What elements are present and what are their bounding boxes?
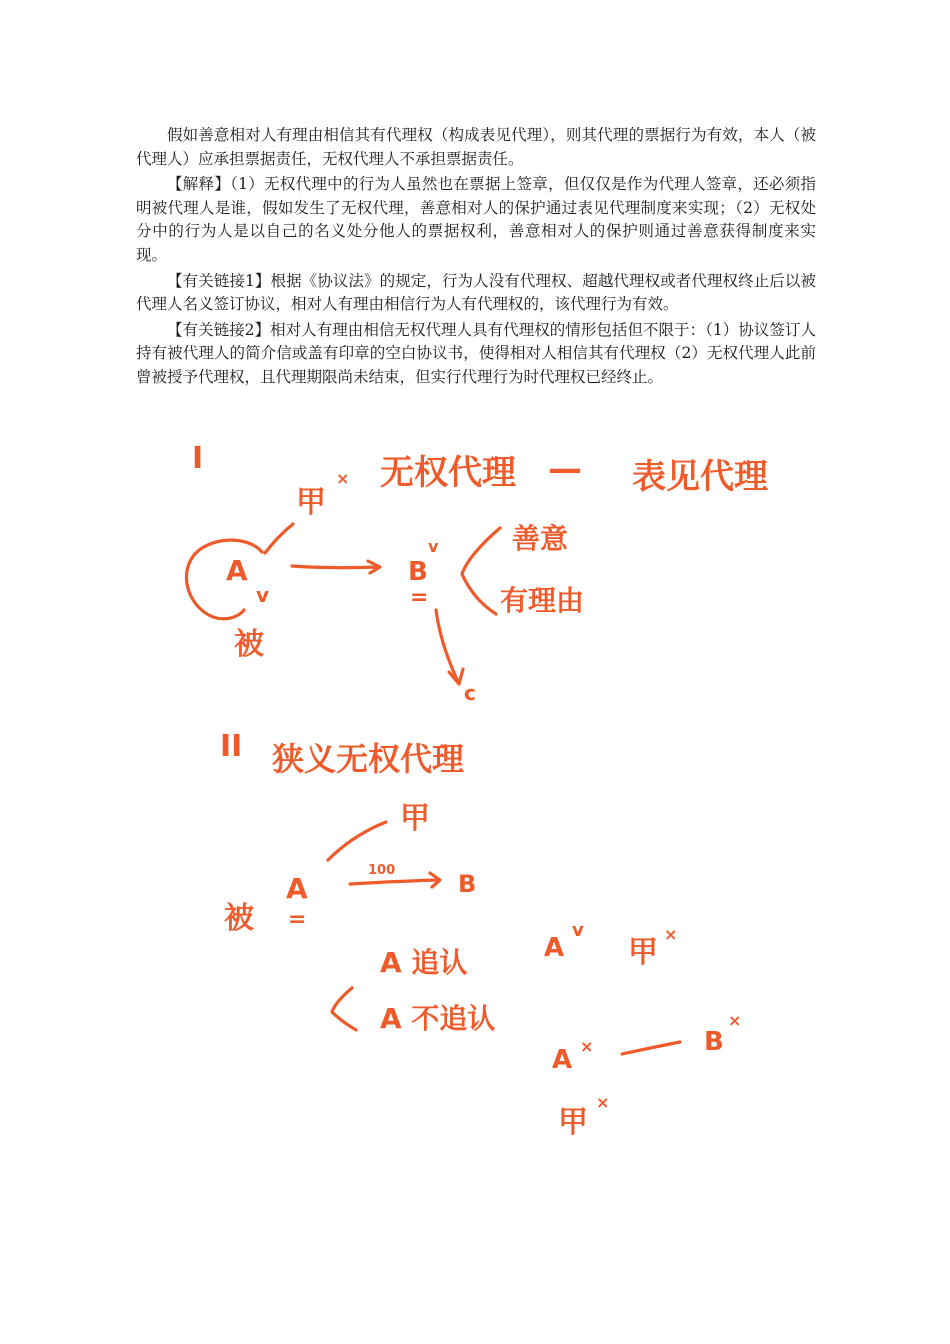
no-ratify-b-cross-mark: × [728, 1011, 742, 1030]
condition-good-faith: 善意 [512, 522, 569, 555]
no-ratify-b-label: B [704, 1027, 724, 1057]
counterparty-b-equal-mark: = [410, 585, 429, 610]
principal-bei-label: 被 [234, 627, 264, 662]
agent-jia-label: 甲 [400, 801, 430, 836]
paragraph-explanation: 【解释】（1）无权代理中的行为人虽然也在票据上签章，但仅仅是作为代理人签章，还必须指明被代理人是谁，假如发生了无权代理，善意相对人的保护通过表见代理制度来实现；（2）无权处分中的行为人是以自己的名义处分他人的票据权利，善意相对人的保护则通过善意获得制度来实现。 [136, 175, 816, 264]
no-ratify-label: A 不追认 [380, 1002, 496, 1035]
section-1-result: 表见代理 [632, 457, 768, 497]
principal-a-check-mark: v [256, 583, 270, 607]
principal-circle-stroke [186, 540, 262, 619]
paragraph-related-link-2: 【有关链接2】相对人有理由相信无权代理人具有代理权的情形包括但不限于：（1）协议签订人持有被代理人的简介信或盖有印章的空白协议书，使得相对人相信其有代理权（2）无权代理人此前曾被授予代理权，且代理期限尚未结束，但实行代理行为时代理权已经终止。 [136, 320, 816, 386]
section-1-notes [186, 441, 768, 705]
outcomes-bracket [332, 988, 356, 1030]
section-2-title: 狭义无权代理 [272, 740, 465, 778]
no-ratify-a-label: A [552, 1045, 573, 1075]
section-1-title: 无权代理 [380, 453, 516, 493]
agent-jia-cross-mark: × [336, 469, 350, 488]
principal-bei-label: 被 [224, 901, 254, 936]
ratify-jia-cross-mark: × [664, 925, 678, 944]
no-ratify-a-cross-mark: × [580, 1037, 594, 1056]
counterparty-b-label: B [458, 870, 477, 898]
agent-link-stroke [328, 822, 386, 860]
counterparty-b-label: B [408, 557, 428, 587]
condition-reasonable-grounds: 有理由 [500, 584, 585, 617]
ratify-label: A 追认 [380, 946, 468, 979]
contract-amount-label: 100 [368, 863, 396, 878]
third-party-c-label: c [464, 681, 476, 705]
agent-link-stroke [265, 524, 293, 553]
a-to-b-arrow [292, 561, 380, 573]
section-2-notes [220, 729, 741, 1140]
paragraph-apparent-agency: 假如善意相对人有理由相信其有代理权（构成表见代理），则其代理的票据行为有效，本人（被代理人）应承担票据责任，无权代理人不承担票据责任。 [136, 126, 816, 168]
paragraph-related-link-1: 【有关链接1】根据《协议法》的规定，行为人没有代理权、超越代理权或者代理权终止后以被代理人名义签订协议，相对人有理由相信行为人有代理权的，该代理行为有效。 [136, 271, 816, 314]
no-ratify-a-to-b-stroke [622, 1042, 680, 1054]
section-1-dash: — [548, 449, 582, 489]
section-2-numeral: II [220, 729, 243, 764]
conditions-bracket [462, 528, 500, 614]
agent-jia-label: 甲 [296, 485, 326, 520]
ratify-a-check-mark: v [572, 920, 584, 941]
section-1-numeral: I [192, 441, 204, 476]
no-ratify-jia-cross-mark: × [596, 1093, 610, 1112]
ratify-a-label: A [544, 933, 565, 963]
ratify-jia-label: 甲 [628, 935, 658, 970]
principal-a-label: A [286, 872, 308, 905]
no-ratify-jia-label: 甲 [558, 1105, 588, 1140]
principal-a-label: A [226, 554, 248, 587]
counterparty-b-check-mark: v [428, 537, 439, 556]
b-to-c-arrow [436, 610, 463, 684]
principal-equal-mark: = [288, 907, 307, 932]
